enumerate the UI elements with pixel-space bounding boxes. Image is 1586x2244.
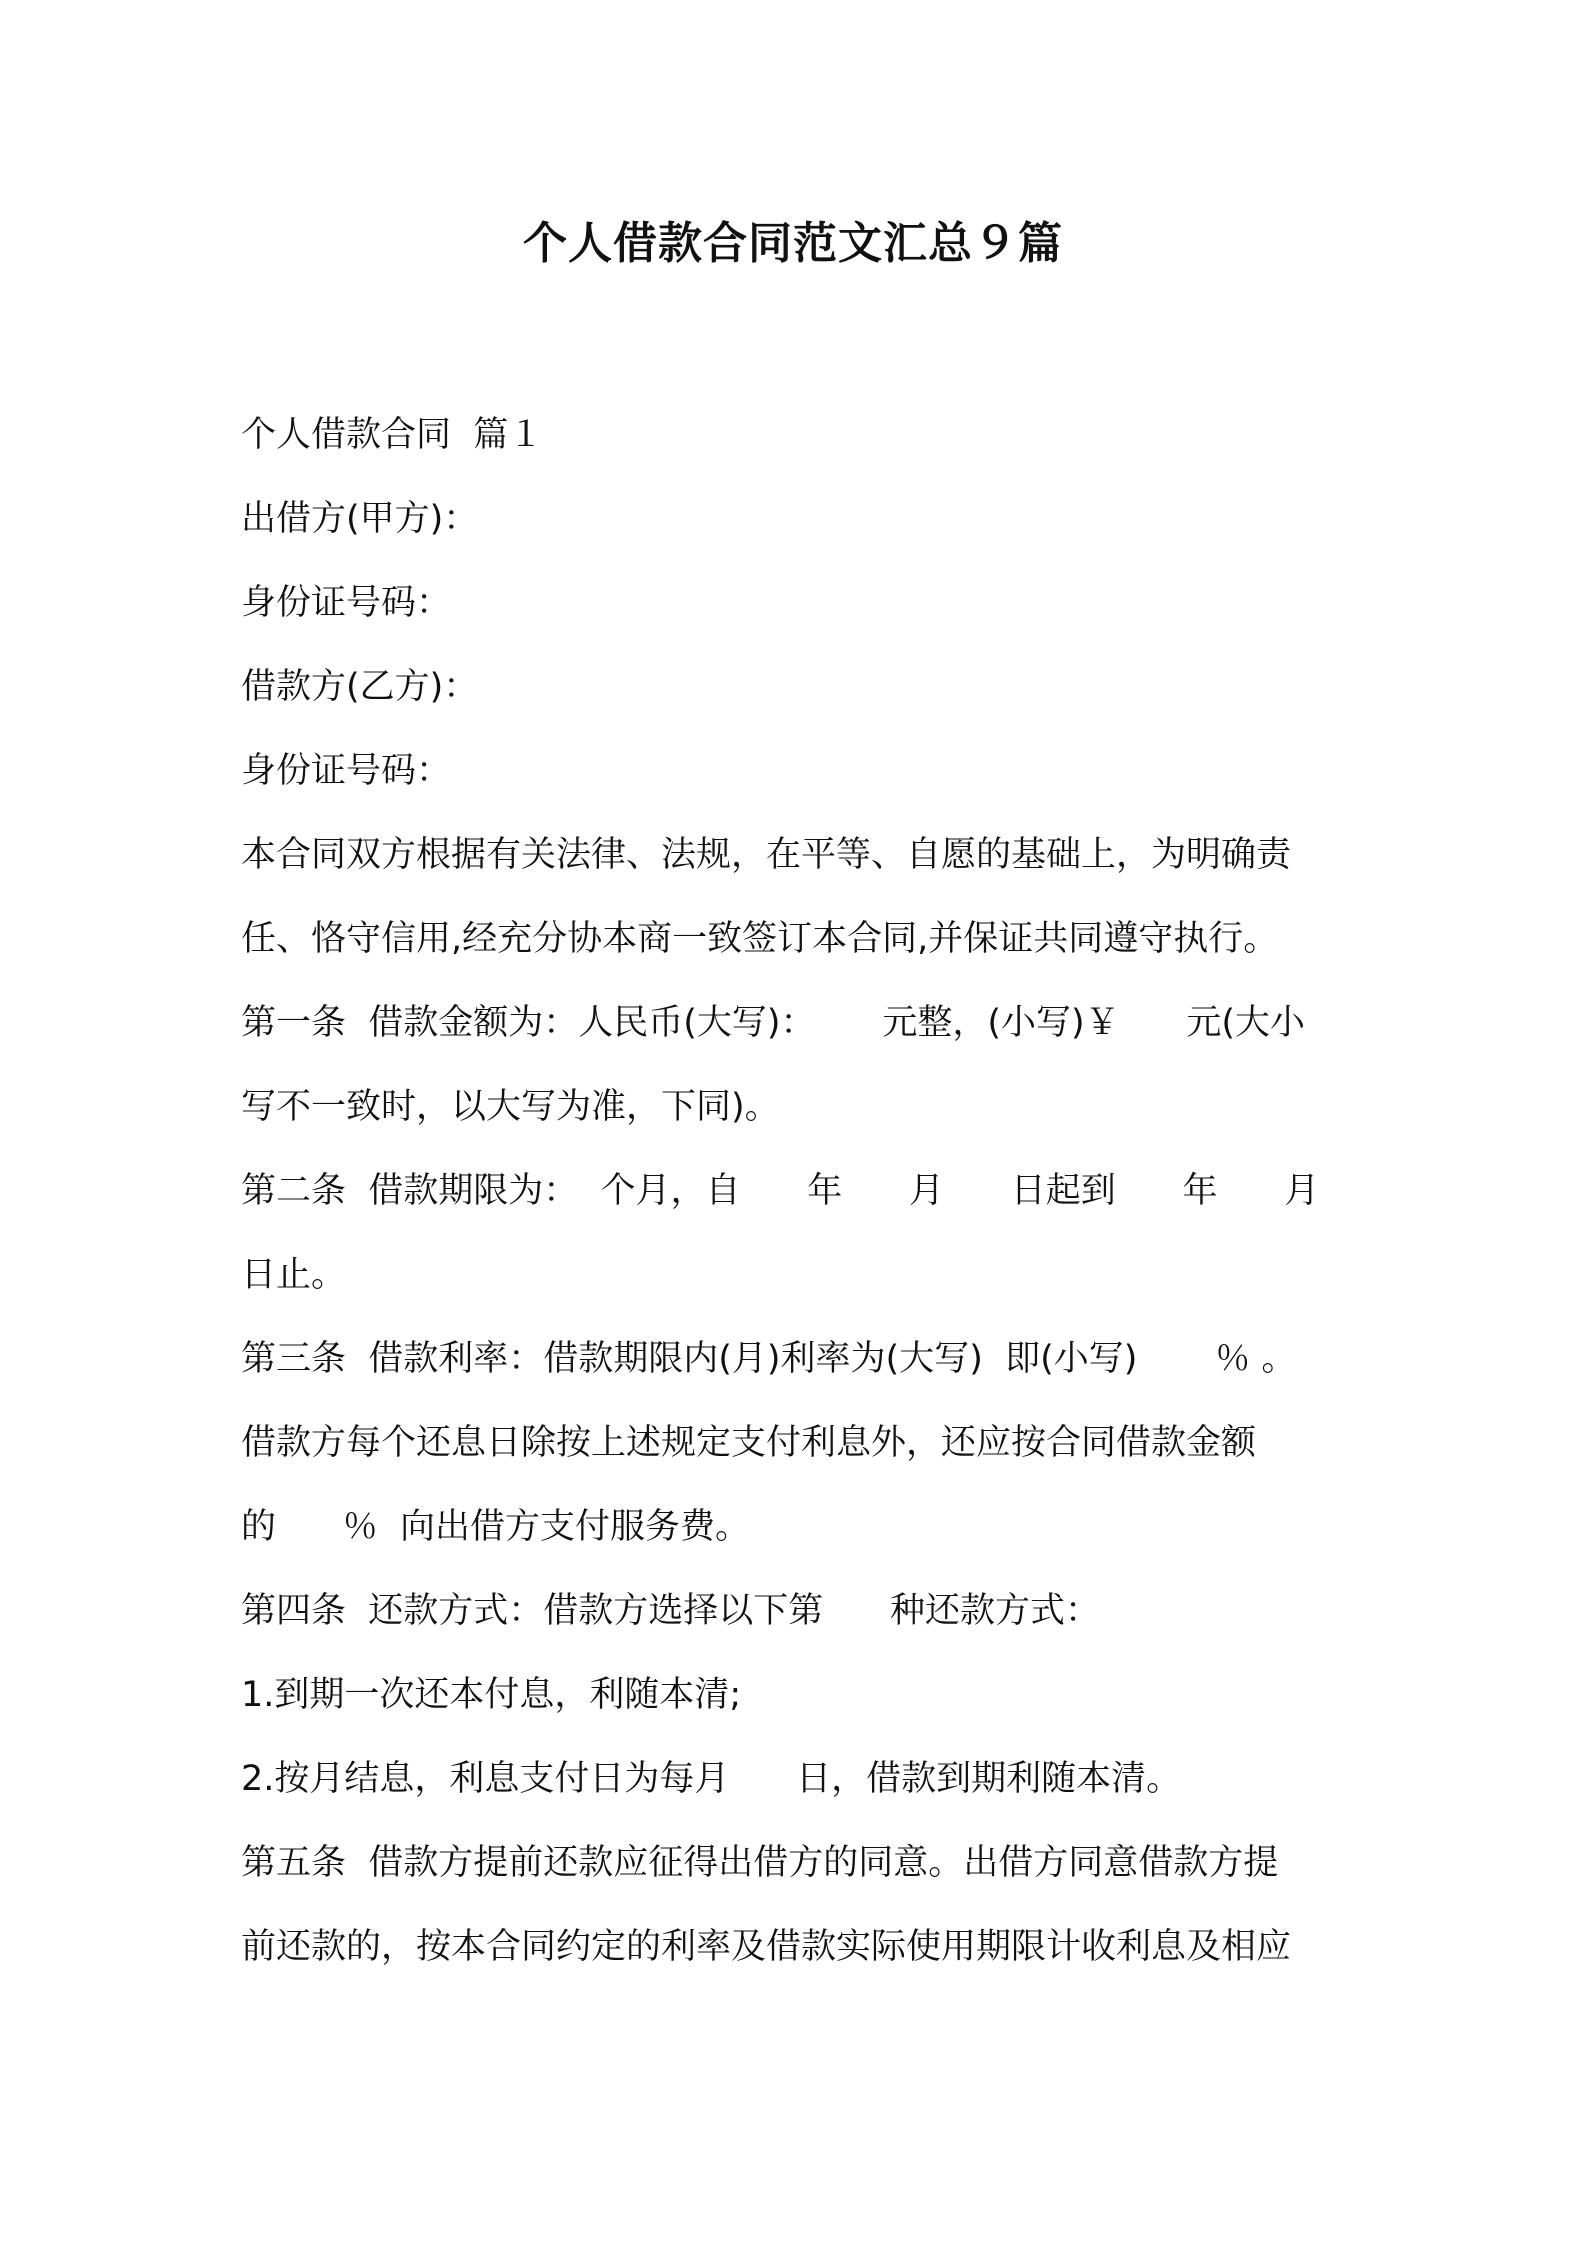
- borrower-id-field: 身份证号码：: [241, 751, 452, 791]
- article-1-line: 第一条 借款金额为：人民币(大写)： 元整，(小写)￥ 元(大小: [241, 1003, 1306, 1043]
- article-2-line: 日止。: [241, 1255, 347, 1295]
- article-4-line: 第四条 还款方式：借款方选择以下第 种还款方式：: [241, 1591, 1101, 1631]
- repayment-option: 2.按月结息，利息支付日为每月 日，借款到期利随本清。: [241, 1759, 1182, 1799]
- lender-id-field: 身份证号码：: [241, 583, 452, 623]
- article-5-line: 第五条 借款方提前还款应征得出借方的同意。出借方同意借款方提: [241, 1843, 1279, 1883]
- article-3-line: 借款方每个还息日除按上述规定支付利息外，还应按合同借款金额: [241, 1423, 1257, 1463]
- document-title: 个人借款合同范文汇总９篇: [523, 218, 1063, 269]
- lender-field: 出借方(甲方)：: [241, 499, 479, 539]
- preamble-line: 任、恪守信用,经充分协本商一致签订本合同,并保证共同遵守执行。: [241, 919, 1279, 959]
- article-3-line: 第三条 借款利率：借款期限内(月)利率为(大写) 即(小写) ％ 。: [241, 1339, 1297, 1379]
- article-1-line: 写不一致时，以大写为准，下同)。: [241, 1087, 780, 1127]
- contract-heading: 个人借款合同 篇１: [241, 415, 544, 455]
- repayment-option: 1.到期一次还本付息，利随本清;: [241, 1675, 742, 1715]
- preamble-line: 本合同双方根据有关法律、法规，在平等、自愿的基础上，为明确责: [241, 835, 1292, 875]
- article-3-line: 的 ％ 向出借方支付服务费。: [241, 1507, 751, 1547]
- article-2-line: 第二条 借款期限为： 个月，自 年 月 日起到 年 月: [241, 1171, 1320, 1211]
- article-5-line: 前还款的，按本合同约定的利率及借款实际使用期限计收利息及相应: [241, 1927, 1292, 1967]
- borrower-field: 借款方(乙方)：: [241, 667, 479, 707]
